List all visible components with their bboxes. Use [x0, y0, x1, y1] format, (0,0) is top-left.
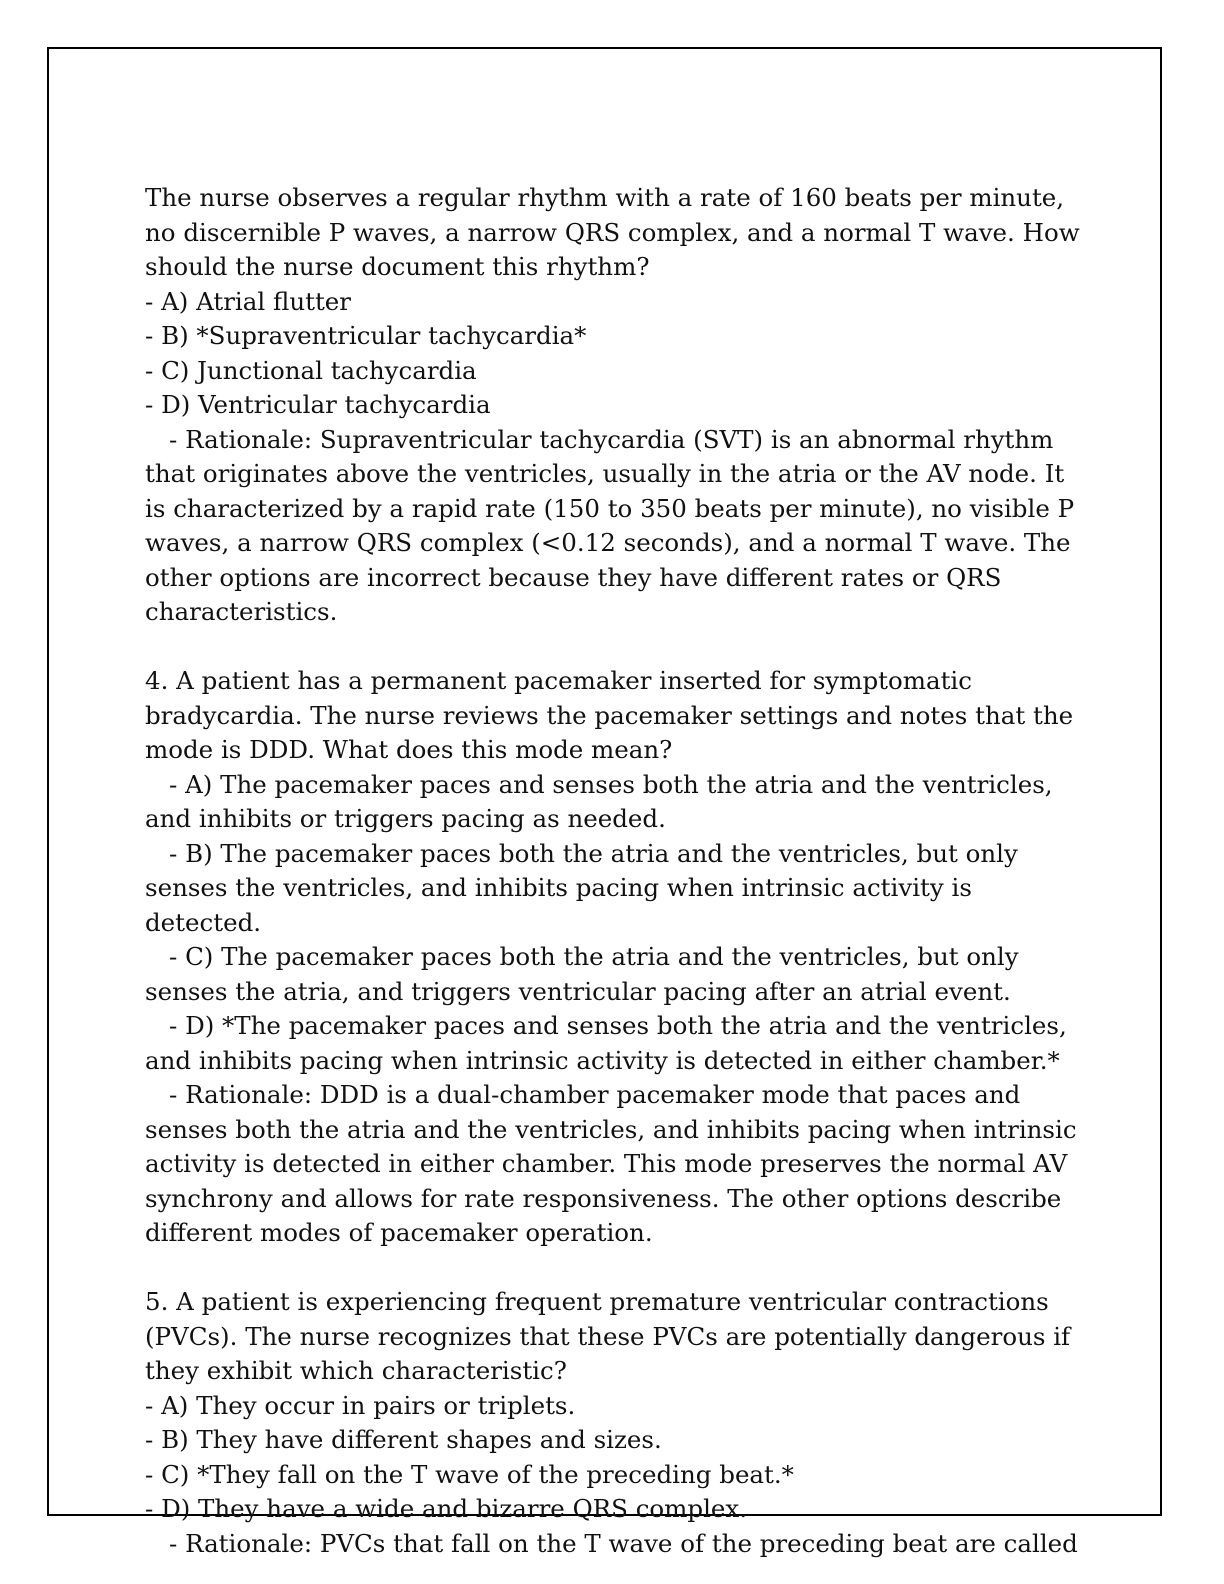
paragraph-spacer: [145, 630, 1090, 665]
document-body: [145, 181, 1090, 1561]
answer-option-c: - C) Junctional tachycardia: [145, 355, 477, 385]
answer-option-a: - A) They occur in pairs or triplets.: [145, 1390, 576, 1420]
rationale: - Rationale: DDD is a dual-chamber pacemaker mode that paces and senses both the atria and the ventricles, and inhibits pacing when intrinsic activity is detected in either chamber. This mode preserves the normal AV synchrony and allows for rate responsiveness. The other options describe different modes of pacemaker operation.: [145, 1080, 1077, 1247]
question-stem: 4. A patient has a permanent pacemaker inserted for symptomatic bradycardia. The nurse reviews the pacemaker settings and notes that the mode is DDD. What does this mode mean?: [145, 666, 1074, 764]
page-frame: [47, 47, 1162, 1558]
rationale: - Rationale: Supraventricular tachycardia (SVT) is an abnormal rhythm that originates above the ventricles, usually in the atria or the AV node. It is characterized by a rapid rate (150 to 350 beats per minute), no visible P waves, a narrow QRS complex (<0.12 seconds), and a normal T wave. The other options are incorrect because they have different rates or QRS characteristics.: [145, 424, 1075, 626]
answer-option-c: - C) *They fall on the T wave of the preceding beat.*: [145, 1459, 794, 1489]
answer-option-b: - B) The pacemaker paces both the atria and the ventricles, but only senses the ventricles, and inhibits pacing when intrinsic activity is detected.: [145, 838, 1018, 937]
answer-option-a: - A) Atrial flutter: [145, 286, 352, 316]
answer-option-a: - A) The pacemaker paces and senses both the atria and the ventricles, and inhibits or triggers pacing as needed.: [145, 769, 1053, 833]
answer-option-b: - B) *Supraventricular tachycardia*: [145, 321, 587, 350]
answer-option-c: - C) The pacemaker paces both the atria and the ventricles, but only senses the atria, and triggers ventricular pacing after an atrial event.: [145, 942, 1019, 1006]
answer-option-d: - D) Ventricular tachycardia: [145, 390, 491, 419]
answer-option-d: - D) *The pacemaker paces and senses both the atria and the ventricles, and inhibits pacing when intrinsic activity is detected in either chamber.*: [145, 1011, 1067, 1075]
question-5: [145, 1285, 1090, 1561]
question-3: [145, 181, 1090, 630]
answer-option-b: - B) They have different shapes and sizes.: [145, 1425, 662, 1454]
question-4: [145, 664, 1090, 1251]
question-stem: 5. A patient is experiencing frequent premature ventricular contractions (PVCs). The nurse recognizes that these PVCs are potentially dangerous if they exhibit which characteristic?: [145, 1287, 1071, 1385]
rationale: - Rationale: PVCs that fall on the T wave of the preceding beat are called: [169, 1528, 1078, 1558]
paragraph-spacer: [145, 1251, 1090, 1286]
question-stem: The nurse observes a regular rhythm with a rate of 160 beats per minute, no discernible P waves, a narrow QRS complex, and a normal T wave. How should the nurse document this rhythm?: [145, 183, 1080, 281]
answer-option-d: - D) They have a wide and bizarre QRS complex.: [145, 1494, 748, 1523]
